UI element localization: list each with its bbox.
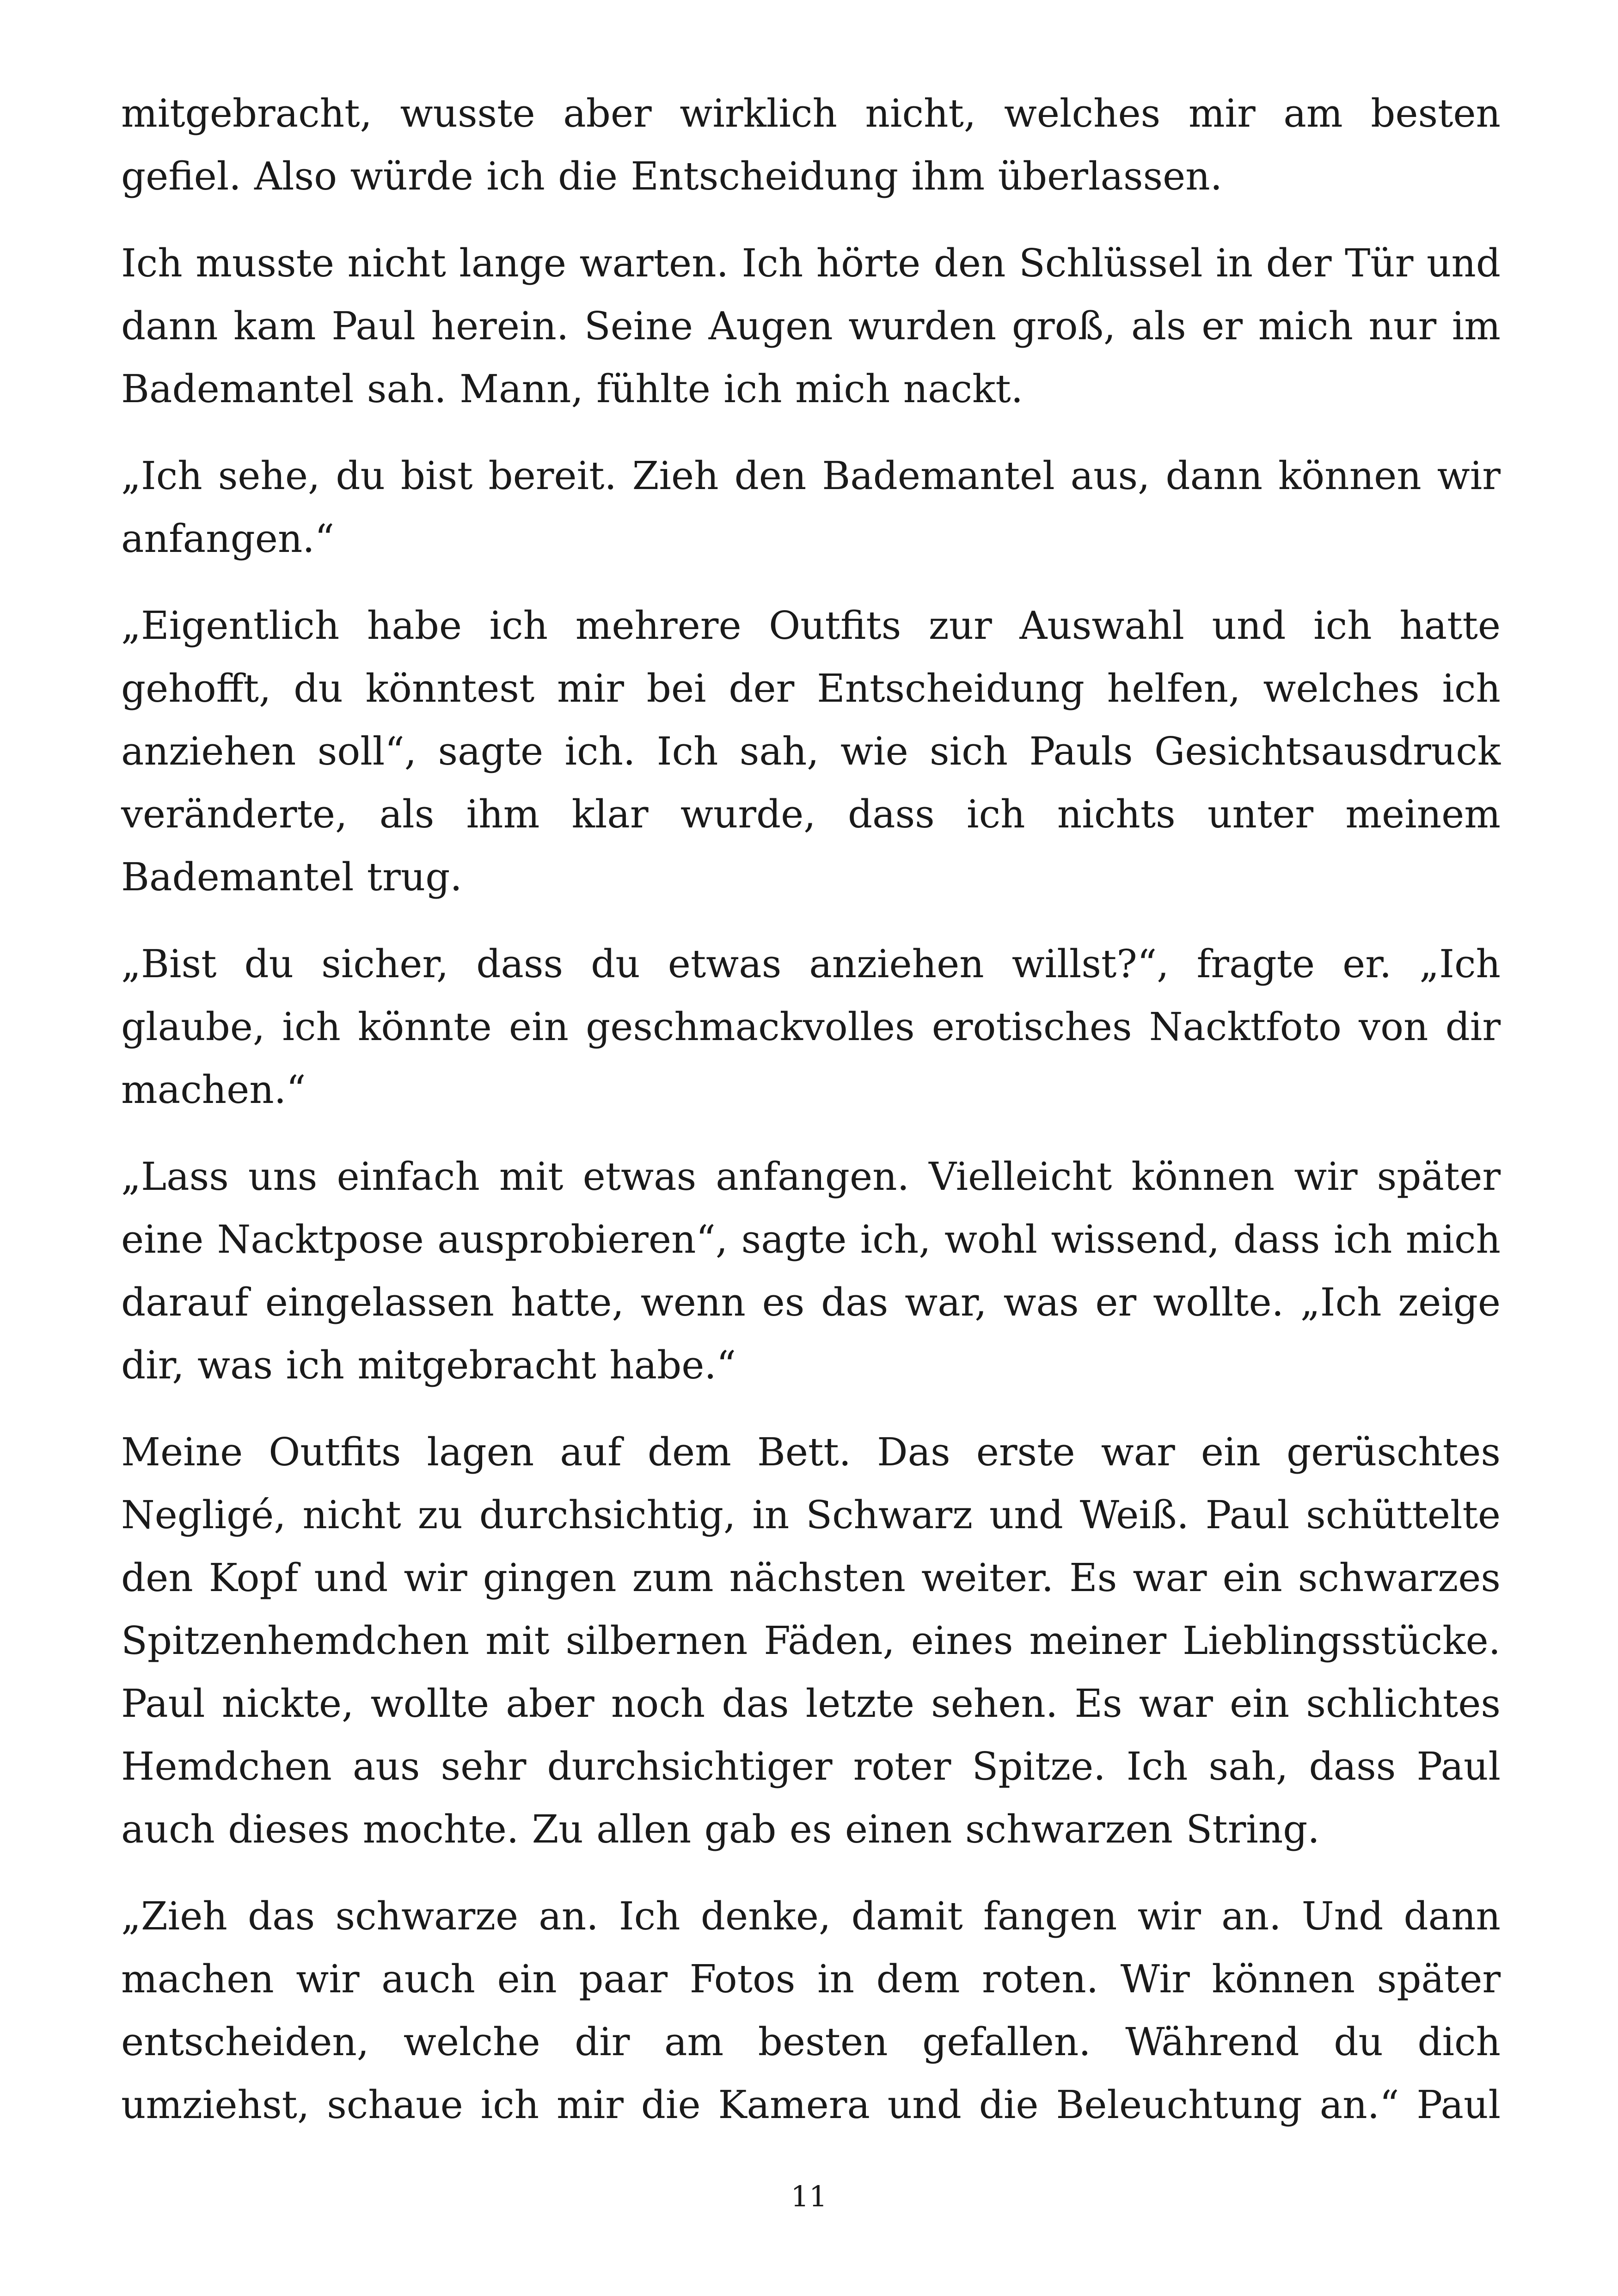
paragraph-6: „Lass uns einfach mit etwas anfangen. Vielleicht können wir später eine Nacktpose ausprobieren“, sagte ich, wohl wissend, dass ich mich darauf eingelassen hatte, wenn es das war, was er wollte. „Ich zeige dir, was ich mitgebracht habe.“ (121, 1154, 1501, 1388)
paragraph-4: „Eigentlich habe ich mehrere Outfits zur Auswahl und ich hatte gehofft, du könntest mir bei der Entscheidung helfen, welches ich anziehen soll“, sagte ich. Ich sah, wie sich Pauls Gesichtsausdruck veränderte, als ihm klar wurde, dass ich nichts unter meinem Bademantel trug. (121, 603, 1501, 900)
paragraph-7: Meine Outfits lagen auf dem Bett. Das erste war ein gerüschtes Negligé, nicht zu durchsichtig, in Schwarz und Weiß. Paul schüttelte den Kopf und wir gingen zum nächsten weiter. Es war ein schwarzes Spitzenhemdchen mit silbernen Fäden, eines meiner Lieblingsstücke. Paul nickte, wollte aber noch das letzte sehen. Es war ein schlichtes Hemdchen aus sehr durchsichtiger roter Spitze. Ich sah, dass Paul auch dieses mochte. Zu allen gab es einen schwarzen String. (121, 1430, 1501, 1852)
paragraph-1: mitgebracht, wusste aber wirklich nicht, welches mir am besten gefiel. Also würde ich die Entscheidung ihm überlassen. (121, 91, 1501, 199)
paragraph-8: „Zieh das schwarze an. Ich denke, damit fangen wir an. Und dann machen wir auch ein paar Fotos in dem roten. Wir können später entscheiden, welche dir am besten gefallen. Während du dich umziehst, schaue ich mir die Kamera und die Beleuchtung an.“ Paul (121, 1894, 1501, 2127)
paragraph-2: Ich musste nicht lange warten. Ich hörte den Schlüssel in der Tür und dann kam Paul herein. Seine Augen wurden groß, als er mich nur im Bademantel sah. Mann, fühlte ich mich nackt. (121, 241, 1501, 411)
page-number: 11 (791, 2180, 827, 2213)
paragraph-5: „Bist du sicher, dass du etwas anziehen willst?“, fragte er. „Ich glaube, ich könnte ein geschmackvolles erotisches Nacktfoto von dir machen.“ (121, 942, 1501, 1112)
paragraph-3: „Ich sehe, du bist bereit. Zieh den Bademantel aus, dann können wir anfangen.“ (121, 453, 1501, 561)
page-body (121, 82, 1501, 2137)
